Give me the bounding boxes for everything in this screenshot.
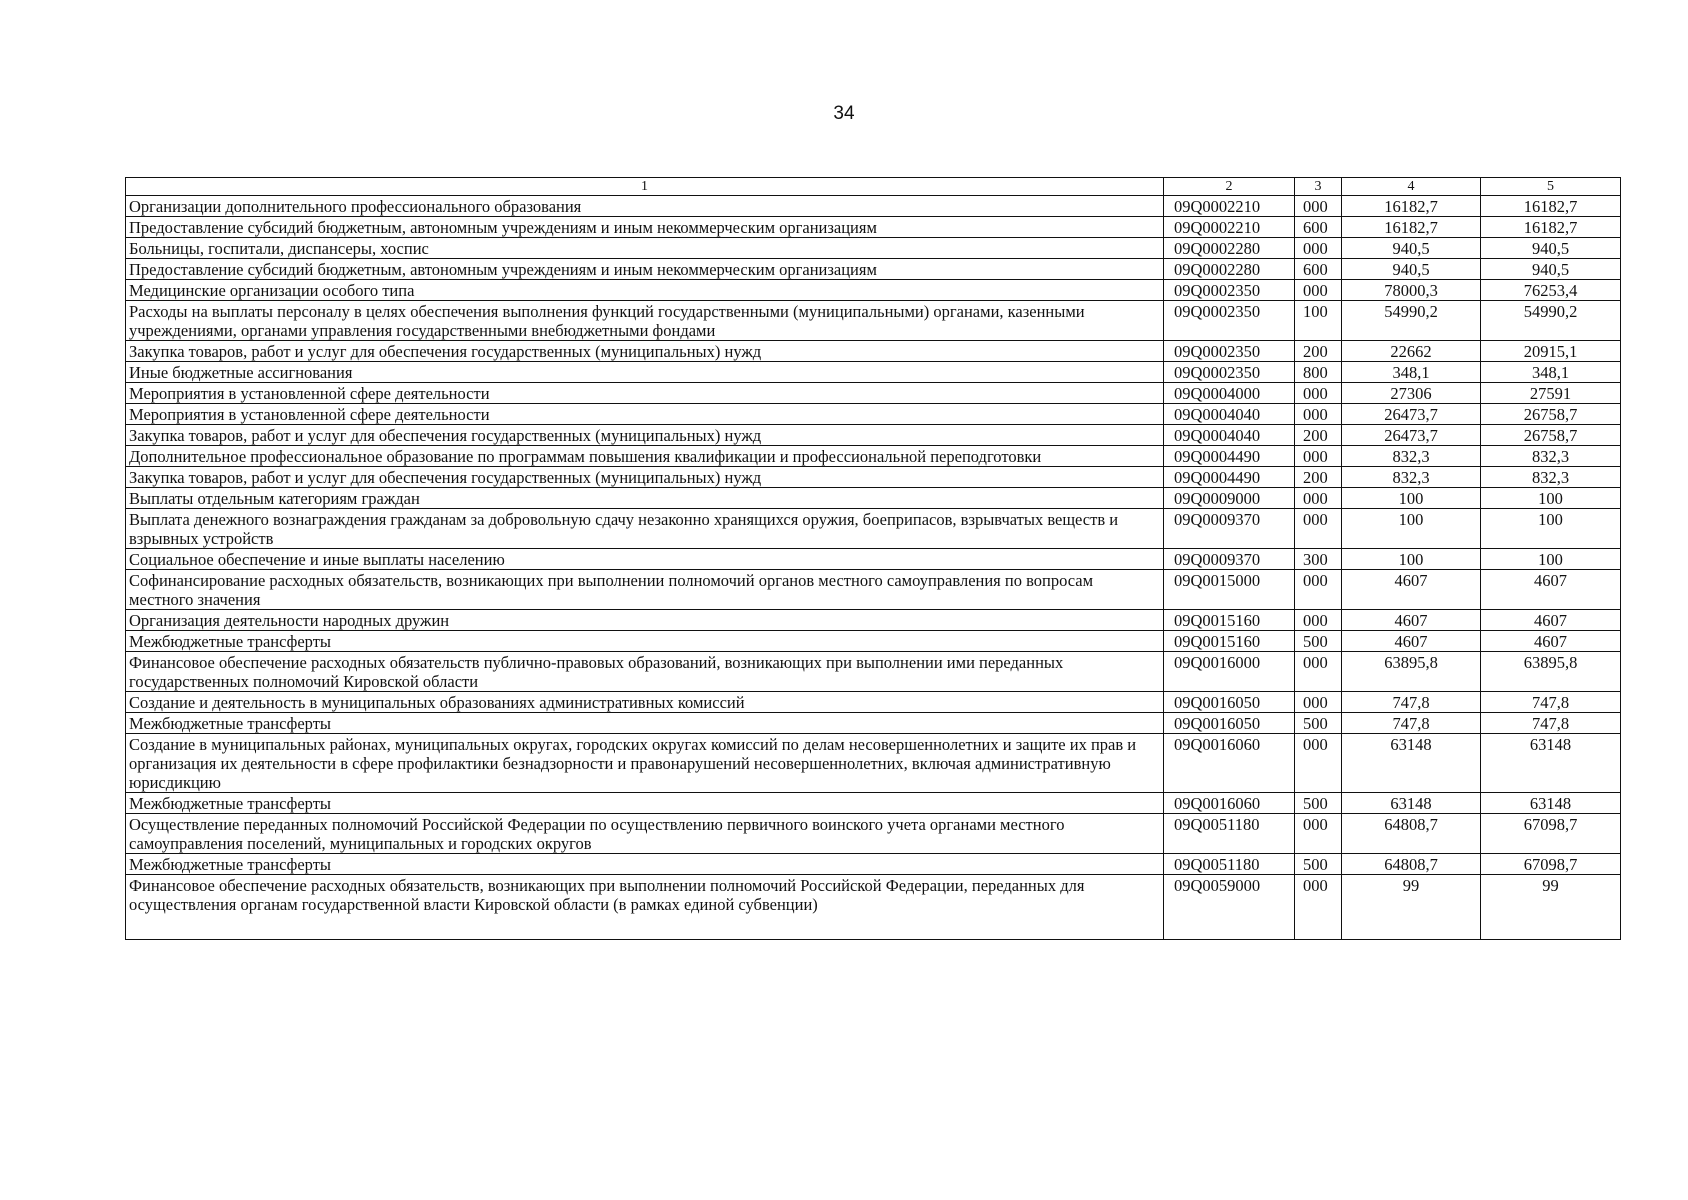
- row-kind-cell: 000: [1295, 692, 1342, 713]
- row-value-4-cell: 348,1: [1342, 362, 1481, 383]
- row-kind-cell: 500: [1295, 854, 1342, 875]
- row-value-4-cell: 940,5: [1342, 238, 1481, 259]
- row-kind-cell: 000: [1295, 446, 1342, 467]
- row-name-cell: Закупка товаров, работ и услуг для обеспечения государственных (муниципальных) нужд: [126, 425, 1164, 446]
- row-value-4-cell: 832,3: [1342, 467, 1481, 488]
- budget-table: [125, 177, 1621, 940]
- row-code-cell: 09Q0015000: [1164, 570, 1295, 610]
- row-value-4-cell: 64808,7: [1342, 854, 1481, 875]
- row-value-5-cell: 100: [1481, 509, 1621, 549]
- row-code-cell: 09Q0002210: [1164, 196, 1295, 217]
- row-name-cell: Предоставление субсидий бюджетным, автономным учреждениям и иным некоммерческим организациям: [126, 217, 1164, 238]
- row-value-5-cell: 940,5: [1481, 238, 1621, 259]
- table-row: [126, 259, 1621, 280]
- table-row: [126, 509, 1621, 549]
- row-value-4-cell: 832,3: [1342, 446, 1481, 467]
- row-kind-cell: 500: [1295, 793, 1342, 814]
- row-kind-cell: 200: [1295, 341, 1342, 362]
- row-value-5-cell: 747,8: [1481, 713, 1621, 734]
- row-value-4-cell: 747,8: [1342, 692, 1481, 713]
- row-code-cell: 09Q0016060: [1164, 793, 1295, 814]
- table-row: [126, 652, 1621, 692]
- row-code-cell: 09Q0016000: [1164, 652, 1295, 692]
- header-row: [126, 178, 1621, 196]
- table-row: [126, 404, 1621, 425]
- row-kind-cell: 800: [1295, 362, 1342, 383]
- row-name-cell: Дополнительное профессиональное образование по программам повышения квалификации и профессиональной переподготовки: [126, 446, 1164, 467]
- page-number: 34: [833, 103, 855, 124]
- row-value-4-cell: 78000,3: [1342, 280, 1481, 301]
- row-value-5-cell: 4607: [1481, 631, 1621, 652]
- row-code-cell: 09Q0002280: [1164, 238, 1295, 259]
- table-row: [126, 362, 1621, 383]
- row-kind-cell: 200: [1295, 467, 1342, 488]
- row-code-cell: 09Q0002350: [1164, 280, 1295, 301]
- row-name-cell: Межбюджетные трансферты: [126, 854, 1164, 875]
- row-value-4-cell: 100: [1342, 488, 1481, 509]
- row-value-5-cell: 747,8: [1481, 692, 1621, 713]
- row-value-4-cell: 63148: [1342, 793, 1481, 814]
- row-value-5-cell: 100: [1481, 488, 1621, 509]
- row-value-5-cell: 16182,7: [1481, 196, 1621, 217]
- row-kind-cell: 000: [1295, 488, 1342, 509]
- row-kind-cell: 000: [1295, 509, 1342, 549]
- row-value-5-cell: 4607: [1481, 610, 1621, 631]
- row-name-cell: Выплаты отдельным категориям граждан: [126, 488, 1164, 509]
- row-value-5-cell: 26758,7: [1481, 404, 1621, 425]
- row-kind-cell: 300: [1295, 549, 1342, 570]
- row-name-cell: Организации дополнительного профессионального образования: [126, 196, 1164, 217]
- row-code-cell: 09Q0004490: [1164, 467, 1295, 488]
- column-header: 4: [1342, 178, 1481, 196]
- table-row: [126, 488, 1621, 509]
- row-value-5-cell: 348,1: [1481, 362, 1621, 383]
- table-row: [126, 467, 1621, 488]
- table-row: [126, 425, 1621, 446]
- row-value-5-cell: 63148: [1481, 793, 1621, 814]
- table-row: [126, 196, 1621, 217]
- table-row: [126, 383, 1621, 404]
- row-code-cell: 09Q0002350: [1164, 341, 1295, 362]
- row-name-cell: Осуществление переданных полномочий Российской Федерации по осуществлению первичного воинского учета органами местного самоуправления поселений, муниципальных и городских округов: [126, 814, 1164, 854]
- row-kind-cell: 000: [1295, 610, 1342, 631]
- row-name-cell: Межбюджетные трансферты: [126, 793, 1164, 814]
- row-value-4-cell: 4607: [1342, 610, 1481, 631]
- row-code-cell: 09Q0015160: [1164, 610, 1295, 631]
- row-value-4-cell: 54990,2: [1342, 301, 1481, 341]
- row-kind-cell: 100: [1295, 301, 1342, 341]
- row-value-4-cell: 27306: [1342, 383, 1481, 404]
- row-value-5-cell: 27591: [1481, 383, 1621, 404]
- row-name-cell: Социальное обеспечение и иные выплаты населению: [126, 549, 1164, 570]
- row-code-cell: 09Q0002210: [1164, 217, 1295, 238]
- row-name-cell: Закупка товаров, работ и услуг для обеспечения государственных (муниципальных) нужд: [126, 341, 1164, 362]
- row-code-cell: 09Q0016050: [1164, 692, 1295, 713]
- row-value-5-cell: 67098,7: [1481, 854, 1621, 875]
- table-row: [126, 875, 1621, 940]
- table-row: [126, 280, 1621, 301]
- row-value-4-cell: 940,5: [1342, 259, 1481, 280]
- row-name-cell: Закупка товаров, работ и услуг для обеспечения государственных (муниципальных) нужд: [126, 467, 1164, 488]
- row-kind-cell: 000: [1295, 570, 1342, 610]
- row-value-5-cell: 63895,8: [1481, 652, 1621, 692]
- row-value-4-cell: 16182,7: [1342, 196, 1481, 217]
- row-kind-cell: 000: [1295, 280, 1342, 301]
- row-value-4-cell: 64808,7: [1342, 814, 1481, 854]
- row-name-cell: Выплата денежного вознаграждения гражданам за добровольную сдачу незаконно хранящихся оружия, боеприпасов, взрывчатых веществ и взрывных устройств: [126, 509, 1164, 549]
- table-row: [126, 814, 1621, 854]
- row-kind-cell: 000: [1295, 383, 1342, 404]
- row-name-cell: Больницы, госпитали, диспансеры, хоспис: [126, 238, 1164, 259]
- row-code-cell: 09Q0004000: [1164, 383, 1295, 404]
- row-code-cell: 09Q0002280: [1164, 259, 1295, 280]
- row-code-cell: 09Q0051180: [1164, 854, 1295, 875]
- row-name-cell: Финансовое обеспечение расходных обязательств, возникающих при выполнении полномочий Российской Федерации, переданных для осуществления органам государственной власти Кировской области (в рамках единой субвенции): [126, 875, 1164, 940]
- row-value-5-cell: 63148: [1481, 734, 1621, 793]
- row-kind-cell: 000: [1295, 196, 1342, 217]
- row-kind-cell: 000: [1295, 238, 1342, 259]
- column-header: 3: [1295, 178, 1342, 196]
- row-value-5-cell: 16182,7: [1481, 217, 1621, 238]
- row-name-cell: Организация деятельности народных дружин: [126, 610, 1164, 631]
- row-code-cell: 09Q0059000: [1164, 875, 1295, 940]
- row-kind-cell: 500: [1295, 631, 1342, 652]
- table-row: [126, 217, 1621, 238]
- row-code-cell: 09Q0004490: [1164, 446, 1295, 467]
- table-row: [126, 570, 1621, 610]
- row-name-cell: Иные бюджетные ассигнования: [126, 362, 1164, 383]
- row-name-cell: Создание в муниципальных районах, муниципальных округах, городских округах комиссий по делам несовершеннолетних и защите их прав и организация их деятельности в сфере профилактики безнадзорности и правонарушений несовершеннолетних, включая административную юрисдикцию: [126, 734, 1164, 793]
- row-code-cell: 09Q0009370: [1164, 509, 1295, 549]
- row-code-cell: 09Q0009370: [1164, 549, 1295, 570]
- row-code-cell: 09Q0004040: [1164, 425, 1295, 446]
- row-value-4-cell: 22662: [1342, 341, 1481, 362]
- table-body: [126, 178, 1621, 940]
- row-value-4-cell: 747,8: [1342, 713, 1481, 734]
- row-kind-cell: 000: [1295, 875, 1342, 940]
- row-value-5-cell: 26758,7: [1481, 425, 1621, 446]
- row-value-5-cell: 20915,1: [1481, 341, 1621, 362]
- row-kind-cell: 200: [1295, 425, 1342, 446]
- column-header: 1: [126, 178, 1164, 196]
- row-name-cell: Расходы на выплаты персоналу в целях обеспечения выполнения функций государственными (муниципальными) органами, казенными учреждениями, органами управления государственными внебюджетными фондами: [126, 301, 1164, 341]
- table-row: [126, 238, 1621, 259]
- row-kind-cell: 600: [1295, 217, 1342, 238]
- table-row: [126, 446, 1621, 467]
- row-value-5-cell: 99: [1481, 875, 1621, 940]
- row-name-cell: Софинансирование расходных обязательств, возникающих при выполнении полномочий органов местного самоуправления по вопросам местного значения: [126, 570, 1164, 610]
- row-code-cell: 09Q0016050: [1164, 713, 1295, 734]
- row-code-cell: 09Q0002350: [1164, 301, 1295, 341]
- row-value-5-cell: 4607: [1481, 570, 1621, 610]
- row-name-cell: Межбюджетные трансферты: [126, 631, 1164, 652]
- column-header: 5: [1481, 178, 1621, 196]
- row-code-cell: 09Q0009000: [1164, 488, 1295, 509]
- row-kind-cell: 000: [1295, 652, 1342, 692]
- column-header: 2: [1164, 178, 1295, 196]
- row-value-4-cell: 16182,7: [1342, 217, 1481, 238]
- row-value-5-cell: 76253,4: [1481, 280, 1621, 301]
- row-value-5-cell: 832,3: [1481, 446, 1621, 467]
- row-kind-cell: 500: [1295, 713, 1342, 734]
- row-code-cell: 09Q0015160: [1164, 631, 1295, 652]
- table-row: [126, 692, 1621, 713]
- row-kind-cell: 600: [1295, 259, 1342, 280]
- row-value-5-cell: 832,3: [1481, 467, 1621, 488]
- row-value-5-cell: 940,5: [1481, 259, 1621, 280]
- table-row: [126, 713, 1621, 734]
- table-row: [126, 793, 1621, 814]
- table-row: [126, 301, 1621, 341]
- table-row: [126, 610, 1621, 631]
- table-row: [126, 734, 1621, 793]
- row-name-cell: Медицинские организации особого типа: [126, 280, 1164, 301]
- row-name-cell: Создание и деятельность в муниципальных образованиях административных комиссий: [126, 692, 1164, 713]
- row-kind-cell: 000: [1295, 814, 1342, 854]
- row-value-4-cell: 26473,7: [1342, 404, 1481, 425]
- row-value-4-cell: 4607: [1342, 570, 1481, 610]
- row-name-cell: Мероприятия в установленной сфере деятельности: [126, 383, 1164, 404]
- row-value-4-cell: 63148: [1342, 734, 1481, 793]
- table-row: [126, 854, 1621, 875]
- row-kind-cell: 000: [1295, 734, 1342, 793]
- row-code-cell: 09Q0002350: [1164, 362, 1295, 383]
- row-value-5-cell: 67098,7: [1481, 814, 1621, 854]
- table-row: [126, 549, 1621, 570]
- row-name-cell: Финансовое обеспечение расходных обязательств публично-правовых образований, возникающих при выполнении ими переданных государственных полномочий Кировской области: [126, 652, 1164, 692]
- row-value-4-cell: 26473,7: [1342, 425, 1481, 446]
- row-value-4-cell: 100: [1342, 549, 1481, 570]
- row-name-cell: Межбюджетные трансферты: [126, 713, 1164, 734]
- row-code-cell: 09Q0016060: [1164, 734, 1295, 793]
- row-value-5-cell: 54990,2: [1481, 301, 1621, 341]
- row-name-cell: Предоставление субсидий бюджетным, автономным учреждениям и иным некоммерческим организациям: [126, 259, 1164, 280]
- row-value-4-cell: 100: [1342, 509, 1481, 549]
- row-value-4-cell: 63895,8: [1342, 652, 1481, 692]
- row-value-4-cell: 99: [1342, 875, 1481, 940]
- row-kind-cell: 000: [1295, 404, 1342, 425]
- row-code-cell: 09Q0004040: [1164, 404, 1295, 425]
- row-code-cell: 09Q0051180: [1164, 814, 1295, 854]
- table-row: [126, 341, 1621, 362]
- row-value-4-cell: 4607: [1342, 631, 1481, 652]
- row-name-cell: Мероприятия в установленной сфере деятельности: [126, 404, 1164, 425]
- row-value-5-cell: 100: [1481, 549, 1621, 570]
- table-row: [126, 631, 1621, 652]
